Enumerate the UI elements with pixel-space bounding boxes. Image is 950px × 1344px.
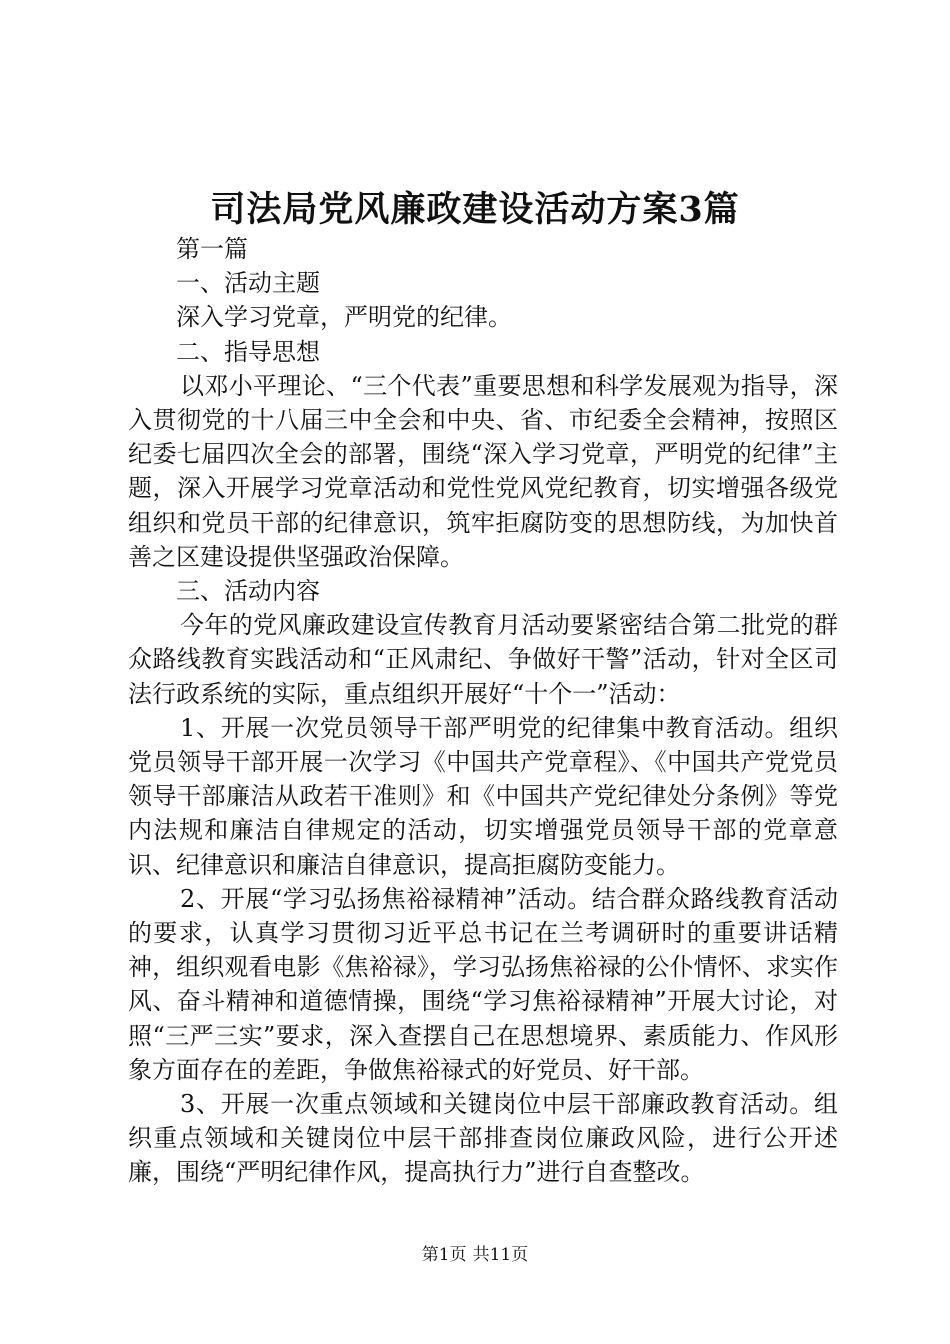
page-footer — [0, 1243, 950, 1267]
page-number: 第1页 — [421, 1245, 467, 1265]
document-title: 司法局党风廉政建设活动方案3篇 — [210, 189, 740, 230]
paragraph-item-3: 3、开展一次重点领域和关键岗位中层干部廉政教育活动。组织重点领域和关键岗位中层干部排查岗位廉政风险，进行公开述廉，围绕“严明纪律作风，提高执行力”进行自查整改。 — [128, 1090, 838, 1187]
paragraph-guiding-thought: 以邓小平理论、“三个代表”重要思想和科学发展观为指导，深入贯彻党的十八届三中全会和中央、省、市纪委全会精神，按照区纪委七届四次全会的部署，围绕“深入学习党章，严明党的纪律”主题，深入开展学习党章活动和党性党风党纪教育，切实增强各级党组织和党员干部的纪律意识，筑牢拒腐防变的思想防线，为加快首善之区建设提供坚强政治保障。 — [128, 371, 838, 571]
section-heading-content: 三、活动内容 — [176, 577, 320, 606]
section-heading-part-one: 第一篇 — [176, 235, 248, 263]
section-heading-theme: 一、活动主题 — [176, 269, 320, 298]
page-total: 共11页 — [472, 1245, 529, 1265]
paragraph-theme: 深入学习党章，严明党的纪律。 — [176, 303, 512, 332]
section-heading-guiding-thought: 二、指导思想 — [176, 337, 320, 366]
paragraph-item-1: 1、开展一次党员领导干部严明党的纪律集中教育活动。组织党员领导干部开展一次学习《中国共产党章程》、《中国共产党党员领导干部廉洁从政若干准则》和《中国共产党纪律处分条例》等党内法规和廉洁自律规定的活动，切实增强党员领导干部的党章意识、纪律意识和廉洁自律意识，提高拒腐防变能力。 — [128, 713, 838, 879]
document-body — [128, 232, 838, 1190]
paragraph-item-2: 2、开展“学习弘扬焦裕禄精神”活动。结合群众路线教育活动的要求，认真学习贯彻习近平总书记在兰考调研时的重要讲话精神，组织观看电影《焦裕禄》，学习弘扬焦裕禄的公仆情怀、求实作风、奋斗精神和道德情操，围绕“学习焦裕禄精神”开展大讨论，对照“三严三实”要求，深入查摆自己在思想境界、素质能力、作风形象方面存在的差距，争做焦裕禄式的好党员、好干部。 — [128, 884, 838, 1084]
paragraph-content-intro: 今年的党风廉政建设宣传教育月活动要紧密结合第二批党的群众路线教育实践活动和“正风肃纪、争做好干警”活动，针对全区司法行政系统的实际，重点组织开展好“十个一”活动： — [128, 611, 838, 708]
